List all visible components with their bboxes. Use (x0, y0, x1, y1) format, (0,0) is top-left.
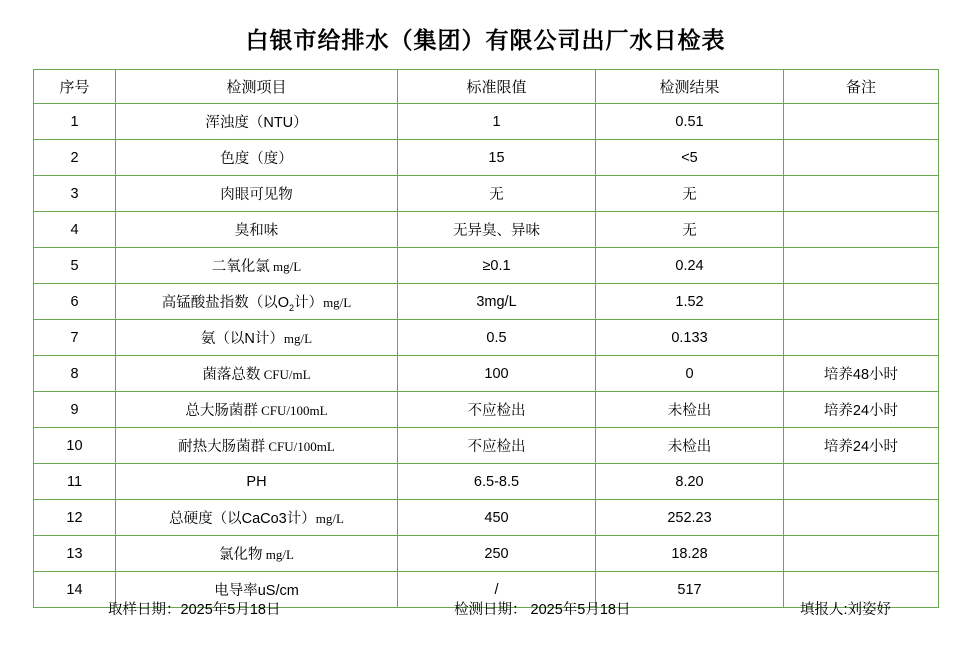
cell-item: 菌落总数 CFU/mL (116, 356, 398, 392)
cell-no: 6 (34, 284, 116, 320)
cell-item: 色度（度） (116, 140, 398, 176)
cell-result: 0 (596, 356, 784, 392)
cell-no: 7 (34, 320, 116, 356)
cell-std: 不应检出 (398, 428, 596, 464)
cell-no: 4 (34, 212, 116, 248)
table-row (34, 428, 939, 464)
cell-item: 耐热大肠菌群 CFU/100mL (116, 428, 398, 464)
cell-std: 250 (398, 536, 596, 572)
test-date: 检测日期： 2025年5月18日 (454, 602, 631, 618)
table-row (34, 536, 939, 572)
cell-std: 无 (398, 176, 596, 212)
table-header-row (34, 70, 939, 104)
cell-item: PH (116, 464, 398, 500)
cell-no: 8 (34, 356, 116, 392)
cell-no: 14 (34, 572, 116, 608)
reporter: 填报人:刘姿妤 (800, 602, 892, 618)
cell-result: 0.51 (596, 104, 784, 140)
table-row (34, 392, 939, 428)
cell-note (784, 464, 939, 500)
cell-std: 1 (398, 104, 596, 140)
sampling-date: 取样日期：2025年5月18日 (108, 602, 281, 618)
column-header-std: 标准限值 (398, 70, 596, 104)
cell-item: 氯化物 mg/L (116, 536, 398, 572)
cell-item: 氨（以N计）mg/L (116, 320, 398, 356)
cell-std: 100 (398, 356, 596, 392)
table-row (34, 176, 939, 212)
cell-no: 12 (34, 500, 116, 536)
cell-std: 15 (398, 140, 596, 176)
table-row (34, 320, 939, 356)
cell-note (784, 248, 939, 284)
cell-no: 13 (34, 536, 116, 572)
table-row (34, 464, 939, 500)
table-row (34, 500, 939, 536)
cell-result: 无 (596, 212, 784, 248)
column-header-note: 备注 (784, 70, 939, 104)
cell-result: 无 (596, 176, 784, 212)
cell-no: 5 (34, 248, 116, 284)
cell-result: 1.52 (596, 284, 784, 320)
table-row (34, 212, 939, 248)
cell-no: 9 (34, 392, 116, 428)
water-quality-table (33, 69, 939, 608)
cell-result: 517 (596, 572, 784, 608)
cell-no: 1 (34, 104, 116, 140)
cell-item: 高锰酸盐指数（以$O_2$计）mg/L (116, 284, 398, 320)
cell-result: 8.20 (596, 464, 784, 500)
cell-result: 18.28 (596, 536, 784, 572)
column-header-result: 检测结果 (596, 70, 784, 104)
cell-note (784, 320, 939, 356)
table-row (34, 284, 939, 320)
cell-no: 3 (34, 176, 116, 212)
cell-note (784, 284, 939, 320)
cell-result: <5 (596, 140, 784, 176)
table-row (34, 248, 939, 284)
cell-std: 0.5 (398, 320, 596, 356)
cell-note (784, 536, 939, 572)
cell-result: 未检出 (596, 428, 784, 464)
column-header-no: 序号 (34, 70, 116, 104)
cell-item: 臭和味 (116, 212, 398, 248)
page-title: 白银市给排水（集团）有限公司出厂水日检表 (245, 27, 726, 53)
cell-std: / (398, 572, 596, 608)
cell-item: 二氧化氯 mg/L (116, 248, 398, 284)
cell-note (784, 140, 939, 176)
cell-item: 浑浊度（NTU） (116, 104, 398, 140)
table-container (0, 69, 971, 608)
cell-result: 0.133 (596, 320, 784, 356)
cell-std: ≥0.1 (398, 248, 596, 284)
footer (0, 598, 971, 619)
cell-item: 电导率uS/cm (116, 572, 398, 608)
table-body (34, 104, 939, 608)
cell-result: 0.24 (596, 248, 784, 284)
cell-note (784, 104, 939, 140)
column-header-item: 检测项目 (116, 70, 398, 104)
cell-result: 未检出 (596, 392, 784, 428)
cell-no: 10 (34, 428, 116, 464)
cell-item: 肉眼可见物 (116, 176, 398, 212)
cell-note (784, 500, 939, 536)
table-row (34, 140, 939, 176)
cell-note: 培养48小时 (784, 356, 939, 392)
cell-item: 总大肠菌群 CFU/100mL (116, 392, 398, 428)
cell-std: 无异臭、异味 (398, 212, 596, 248)
cell-no: 11 (34, 464, 116, 500)
cell-no: 2 (34, 140, 116, 176)
table-row (34, 356, 939, 392)
cell-note (784, 212, 939, 248)
cell-note: 培养24小时 (784, 392, 939, 428)
cell-std: 6.5-8.5 (398, 464, 596, 500)
table-row (34, 104, 939, 140)
cell-note: 培养24小时 (784, 428, 939, 464)
cell-item: 总硬度（以CaCo3计）mg/L (116, 500, 398, 536)
cell-std: 不应检出 (398, 392, 596, 428)
table-header (34, 70, 939, 104)
cell-std: 3mg/L (398, 284, 596, 320)
cell-std: 450 (398, 500, 596, 536)
cell-result: 252.23 (596, 500, 784, 536)
cell-note (784, 176, 939, 212)
